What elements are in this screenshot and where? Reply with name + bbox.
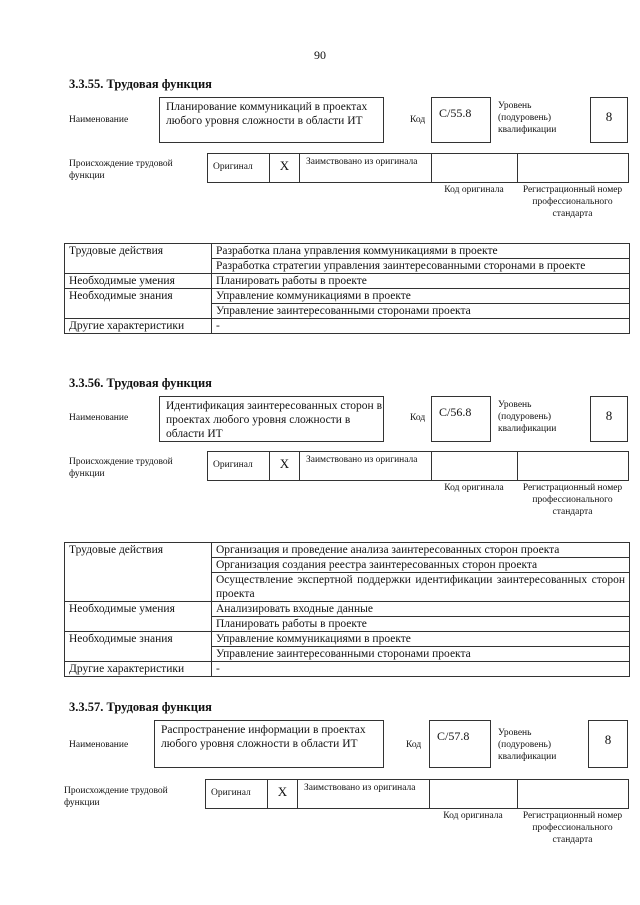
table-cell: Управление заинтересованными сторонами проекта <box>212 304 630 319</box>
origin-row <box>207 153 629 183</box>
table-cell: Разработка плана управления коммуникациями в проекте <box>212 244 630 259</box>
function-table <box>64 243 630 334</box>
name-label: Наименование <box>69 115 129 125</box>
table-cell: Анализировать входные данные <box>212 602 630 617</box>
function-code: C/55.8 <box>431 97 491 143</box>
code-original-cell <box>432 154 518 182</box>
actions-header: Трудовые действия <box>65 543 212 602</box>
borrowed-label: Заимствовано из оригинала <box>298 780 430 808</box>
original-label: Оригинал <box>208 452 270 480</box>
qualification-level: 8 <box>590 396 628 442</box>
qualification-level: 8 <box>590 97 628 143</box>
code-label: Код <box>410 115 426 125</box>
origin-label: Происхождение трудовой функции <box>69 457 173 479</box>
function-name: Планирование коммуникаций в проектах любого уровня сложности в области ИТ <box>159 97 384 143</box>
section-title: 3.3.57. Трудовая функция <box>69 700 212 714</box>
other-header: Другие характеристики <box>65 662 212 677</box>
code-original-cell <box>432 452 518 480</box>
table-cell: Управление коммуникациями в проекте <box>212 632 630 647</box>
origin-row <box>205 779 629 809</box>
table-cell: Разработка стратегии управления заинтересованными сторонами в проекте <box>212 259 630 274</box>
table-cell: Организация и проведение анализа заинтересованных сторон проекта <box>212 543 630 558</box>
reg-number-cell <box>518 780 629 808</box>
reg-number-cell <box>518 452 629 480</box>
other-header: Другие характеристики <box>65 319 212 334</box>
qualification-level: 8 <box>588 720 628 768</box>
function-table <box>64 542 630 677</box>
table-cell: Управление заинтересованными сторонами проекта <box>212 647 630 662</box>
code-label: Код <box>406 740 422 750</box>
origin-label: Происхождение трудовой функции <box>69 159 173 181</box>
name-label: Наименование <box>69 740 129 750</box>
reg-number-label: Регистрационный номер профессионального стандарта <box>522 185 623 219</box>
code-label: Код <box>410 413 426 423</box>
table-cell: Планировать работы в проекте <box>212 617 630 632</box>
original-mark: X <box>270 452 300 480</box>
knowledge-header: Необходимые знания <box>65 632 212 662</box>
function-code: C/56.8 <box>431 396 491 442</box>
original-mark: X <box>270 154 300 182</box>
reg-number-label: Регистрационный номер профессионального стандарта <box>522 483 623 517</box>
level-label: Уровень (подуровень) квалификации <box>498 728 557 762</box>
level-label: Уровень (подуровень) квалификации <box>498 101 557 135</box>
page-number: 90 <box>314 48 326 62</box>
code-original-label: Код оригинала <box>443 811 503 821</box>
actions-header: Трудовые действия <box>65 244 212 274</box>
origin-label: Происхождение трудовой функции <box>64 786 168 808</box>
code-original-label: Код оригинала <box>444 483 504 493</box>
origin-row <box>207 451 629 481</box>
reg-number-label: Регистрационный номер профессионального стандарта <box>522 811 623 845</box>
section-title: 3.3.56. Трудовая функция <box>69 376 212 390</box>
table-cell: - <box>212 662 630 677</box>
table-cell: Управление коммуникациями в проекте <box>212 289 630 304</box>
function-name: Распространение информации в проектах любого уровня сложности в области ИТ <box>154 720 384 768</box>
knowledge-header: Необходимые знания <box>65 289 212 319</box>
code-original-label: Код оригинала <box>444 185 504 195</box>
code-original-cell <box>430 780 518 808</box>
borrowed-label: Заимствовано из оригинала <box>300 154 432 182</box>
original-mark: X <box>268 780 298 808</box>
skills-header: Необходимые умения <box>65 602 212 632</box>
section-title: 3.3.55. Трудовая функция <box>69 77 212 91</box>
name-label: Наименование <box>69 413 129 423</box>
borrowed-label: Заимствовано из оригинала <box>300 452 432 480</box>
function-name: Идентификация заинтересованных сторон в проектах любого уровня сложности в области ИТ <box>159 396 384 442</box>
function-code: C/57.8 <box>429 720 491 768</box>
table-cell: Организация создания реестра заинтересованных сторон проекта <box>212 558 630 573</box>
table-cell: Осуществление экспертной поддержки идентификации заинтересованных сторон проекта <box>212 573 630 602</box>
table-cell: - <box>212 319 630 334</box>
reg-number-cell <box>518 154 629 182</box>
table-cell: Планировать работы в проекте <box>212 274 630 289</box>
original-label: Оригинал <box>208 154 270 182</box>
level-label: Уровень (подуровень) квалификации <box>498 400 557 434</box>
original-label: Оригинал <box>206 780 268 808</box>
skills-header: Необходимые умения <box>65 274 212 289</box>
